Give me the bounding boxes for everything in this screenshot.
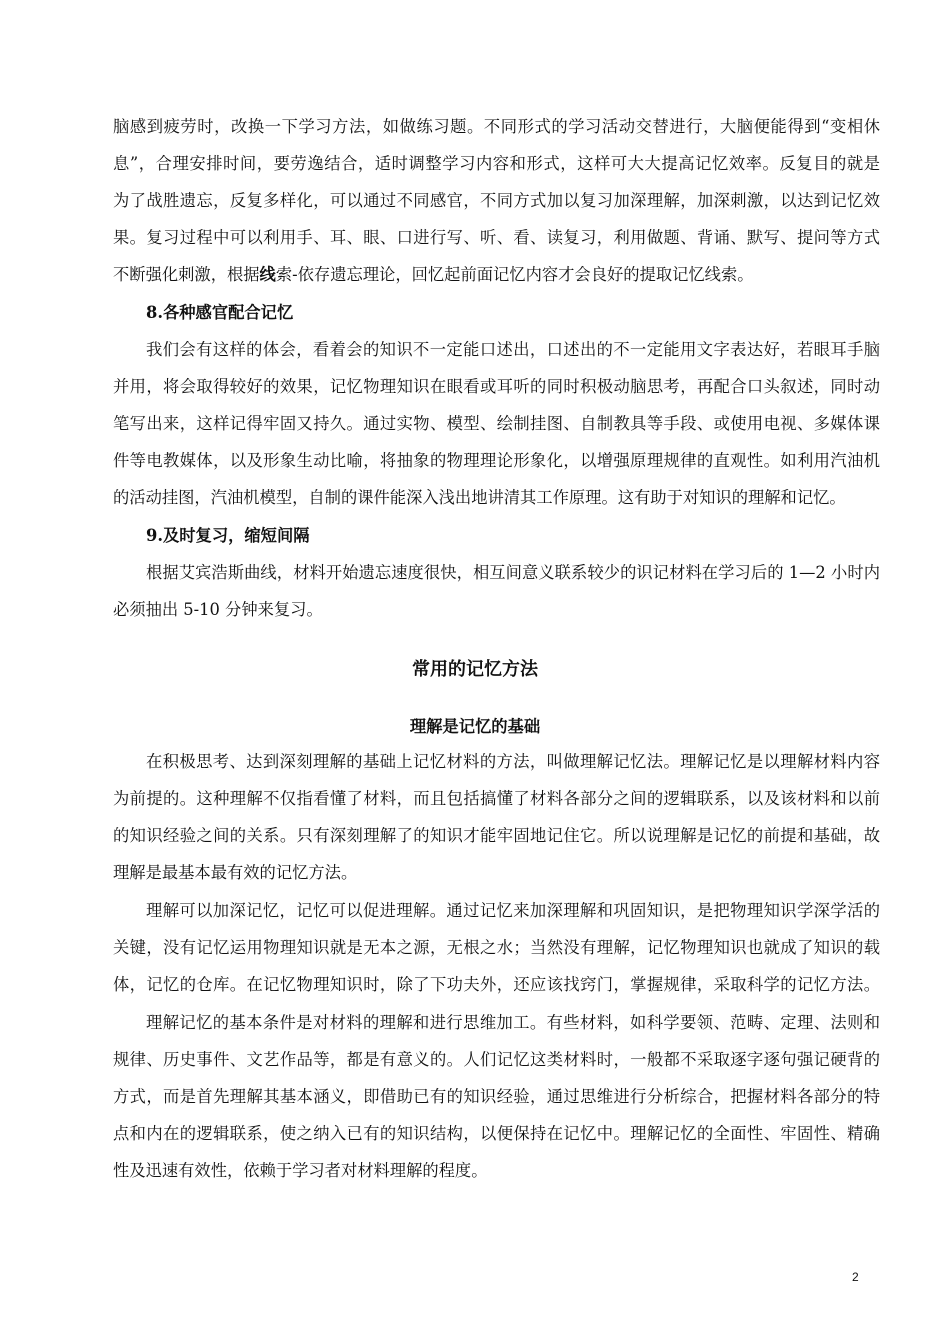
text-line: 必须抽出 5-10 分钟来复习。 [113, 600, 323, 619]
text-line: 并用，将会取得较好的效果，记忆物理知识在眼看或耳听的同时积极动脑思考，再配合口头叙述，同时动 [113, 377, 880, 396]
text-line: 为了战胜遗忘，反复多样化，可以通过不同感官，不同方式加以复习加深理解，加深刺激，以达到记忆效 [113, 191, 880, 210]
text-line: 点和内在的逻辑联系，使之纳入已有的知识结构，以便保持在记忆中。理解记忆的全面性、牢固性、精确 [113, 1124, 880, 1143]
text-line: 脑感到疲劳时，改换一下学习方法，如做练习题。不同形式的学习活动交替进行，大脑便能得到“变相休 [113, 117, 880, 136]
section-heading-9: 9.及时复习，缩短间隔 [146, 526, 310, 545]
bold-character: 线 [259, 265, 276, 284]
text-segment: 不断强化刺激，根据 [113, 265, 260, 284]
text-line: 息”，合理安排时间，要劳逸结合，适时调整学习内容和形式，这样可大大提高记忆效率。反复目的就是 [113, 154, 880, 173]
text-line: 件等电教媒体，以及形象生动比喻，将抽象的物理理论形象化，以增强原理规律的直观性。如利用汽油机 [113, 451, 880, 470]
text-line: 性及迅速有效性，依赖于学习者对材料理解的程度。 [113, 1161, 488, 1180]
text-segment: 索-依存遗忘理论，回忆起前面记忆内容才会良好的提取记忆线索。 [275, 265, 754, 284]
page-title: 常用的记忆方法 [412, 659, 538, 680]
text-line: 笔写出来，这样记得牢固又持久。通过实物、模型、绘制挂图、自制教具等手段、或使用电视、多媒体课 [113, 414, 880, 433]
text-line: 在积极思考、达到深刻理解的基础上记忆材料的方法，叫做理解记忆法。理解记忆是以理解材料内容 [146, 752, 880, 771]
text-line: 的活动挂图，汽油机模型，自制的课件能深入浅出地讲清其工作原理。这有助于对知识的理解和记忆。 [113, 488, 846, 507]
text-line: 的知识经验之间的关系。只有深刻理解了的知识才能牢固地记住它。所以说理解是记忆的前提和基础，故 [113, 826, 880, 845]
text-line: 规律、历史事件、文艺作品等，都是有意义的。人们记忆这类材料时，一般都不采取逐字逐句强记硬背的 [113, 1050, 880, 1069]
text-line: 根据艾宾浩斯曲线，材料开始遗忘速度很快，相互间意义联系较少的识记材料在学习后的 1—2 小时内 [146, 563, 880, 582]
text-line: 理解可以加深记忆，记忆可以促进理解。通过记忆来加深理解和巩固知识，是把物理知识学深学活的 [146, 901, 880, 920]
subtitle: 理解是记忆的基础 [409, 717, 541, 736]
text-line: 体，记忆的仓库。在记忆物理知识时，除了下功夫外，还应该找窍门，掌握规律，采取科学的记忆方法。 [113, 975, 880, 994]
text-line: 理解是最基本最有效的记忆方法。 [113, 863, 358, 882]
text-line: 果。复习过程中可以利用手、耳、眼、口进行写、听、看、读复习，利用做题、背诵、默写、提问等方式 [113, 228, 880, 247]
text-line: 我们会有这样的体会，看着会的知识不一定能口述出，口述出的不一定能用文字表达好，若眼耳手脑 [146, 340, 880, 359]
text-line: 方式，而是首先理解其基本涵义，即借助已有的知识经验，通过思维进行分析综合，把握材料各部分的特 [113, 1087, 880, 1106]
text-line: 为前提的。这种理解不仅指看懂了材料，而且包括搞懂了材料各部分之间的逻辑联系，以及该材料和以前 [113, 789, 880, 808]
text-line: 关键，没有记忆运用物理知识就是无本之源，无根之水；当然没有理解，记忆物理知识也就成了知识的载 [113, 938, 880, 957]
section-heading-8: 8.各种感官配合记忆 [146, 303, 294, 322]
text-line: 理解记忆的基本条件是对材料的理解和进行思维加工。有些材料，如科学要领、范畴、定理、法则和 [146, 1013, 880, 1032]
page-number: 2 [852, 1270, 859, 1284]
text-line [113, 264, 880, 286]
